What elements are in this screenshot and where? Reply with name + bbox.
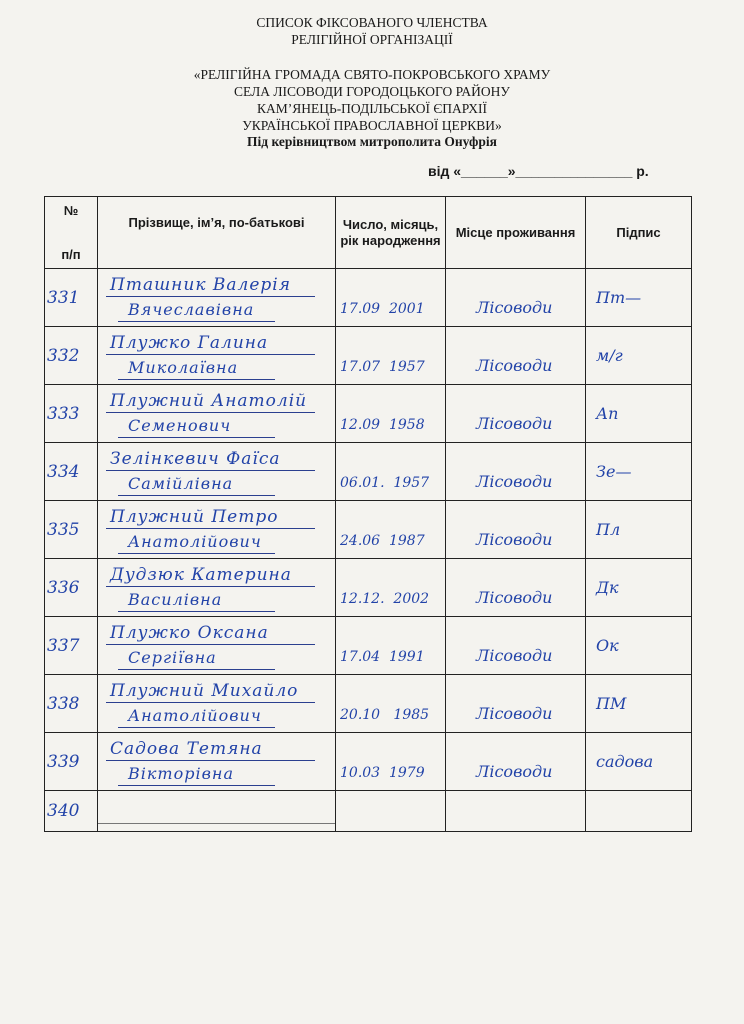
handwriting-underline bbox=[106, 760, 315, 761]
signature: м/г bbox=[596, 346, 623, 365]
birth-date-cell bbox=[336, 675, 446, 733]
signature: ПМ bbox=[596, 694, 627, 713]
residence-cell bbox=[446, 733, 586, 791]
row-number-cell bbox=[45, 559, 98, 617]
table-row bbox=[45, 733, 692, 791]
row-number-cell bbox=[45, 385, 98, 443]
residence: Лісоводи bbox=[476, 530, 553, 549]
surname-first-name: Зелінкевич Фаїса bbox=[110, 449, 281, 469]
birth-date-cell bbox=[336, 269, 446, 327]
signature-cell bbox=[586, 327, 692, 385]
residence-cell bbox=[446, 675, 586, 733]
residence-cell bbox=[446, 443, 586, 501]
residence: Лісоводи bbox=[476, 472, 553, 491]
row-number: 332 bbox=[47, 345, 80, 366]
birth-date bbox=[336, 800, 445, 822]
signature-cell bbox=[586, 559, 692, 617]
name-cell bbox=[98, 269, 336, 327]
residence: Лісоводи bbox=[476, 298, 553, 317]
handwriting-underline bbox=[118, 321, 275, 322]
signature: садова bbox=[596, 752, 654, 771]
name-cell bbox=[98, 443, 336, 501]
residence: Лісоводи bbox=[476, 356, 553, 375]
column-header-place: Місце проживання bbox=[446, 197, 586, 269]
birth-date: 17.04 1991 bbox=[340, 648, 425, 665]
name-cell bbox=[98, 791, 336, 832]
handwriting-underline bbox=[106, 412, 315, 413]
name-cell bbox=[98, 327, 336, 385]
residence-cell bbox=[446, 559, 586, 617]
patronymic: Василівна bbox=[128, 590, 223, 609]
surname-first-name: Пташник Валерія bbox=[110, 275, 291, 295]
handwriting-underline bbox=[106, 470, 315, 471]
name-cell bbox=[98, 559, 336, 617]
document-title-line2: РЕЛІГІЙНОЇ ОРГАНІЗАЦІЇ bbox=[291, 32, 453, 47]
surname-first-name: Плужко Оксана bbox=[110, 623, 269, 643]
birth-date: 06.01. 1957 bbox=[340, 474, 430, 491]
handwriting-underline bbox=[118, 379, 275, 380]
residence-cell bbox=[446, 501, 586, 559]
row-number-cell bbox=[45, 733, 98, 791]
document-subtitle: Під керівництвом митрополита Онуфрія bbox=[247, 134, 497, 149]
signature-cell bbox=[586, 443, 692, 501]
name-cell bbox=[98, 733, 336, 791]
signature-cell bbox=[586, 269, 692, 327]
row-number: 331 bbox=[47, 287, 80, 308]
membership-table bbox=[44, 196, 692, 832]
organization-name-line2: СЕЛА ЛІСОВОДИ ГОРОДОЦЬКОГО РАЙОНУ bbox=[234, 84, 510, 99]
name-cell bbox=[98, 675, 336, 733]
handwriting-underline bbox=[118, 611, 275, 612]
table-row bbox=[45, 559, 692, 617]
signature-cell bbox=[586, 675, 692, 733]
row-number: 336 bbox=[47, 577, 80, 598]
patronymic: Миколаївна bbox=[128, 358, 239, 377]
name-cell-divider bbox=[98, 823, 335, 824]
handwriting-underline bbox=[106, 586, 315, 587]
surname-first-name: Плужний Петро bbox=[110, 507, 279, 527]
table-row bbox=[45, 385, 692, 443]
column-header-dob: Число, місяць, рік народження bbox=[336, 197, 446, 269]
date-line: від «______»_______________ р. bbox=[428, 163, 649, 179]
table-row bbox=[45, 269, 692, 327]
patronymic: Вячеславівна bbox=[128, 300, 255, 319]
row-number: 340 bbox=[47, 801, 80, 821]
name-cell bbox=[98, 617, 336, 675]
column-header-number bbox=[45, 197, 98, 269]
signature: Ок bbox=[596, 636, 619, 655]
birth-date: 17.07 1957 bbox=[340, 358, 425, 375]
handwriting-underline bbox=[106, 296, 315, 297]
row-number: 335 bbox=[47, 519, 80, 540]
birth-date: 12.09 1958 bbox=[340, 416, 425, 433]
signature-cell bbox=[586, 733, 692, 791]
handwriting-underline bbox=[106, 644, 315, 645]
birth-date: 20.10 1985 bbox=[340, 706, 430, 723]
residence-cell bbox=[446, 791, 586, 832]
table-body bbox=[45, 269, 692, 832]
surname-first-name: Дудзюк Катерина bbox=[110, 565, 292, 585]
document-title: СПИСОК ФІКСОВАНОГО ЧЛЕНСТВА bbox=[256, 15, 488, 30]
surname-first-name: Плужний Анатолій bbox=[110, 391, 308, 411]
signature-cell bbox=[586, 501, 692, 559]
residence: Лісоводи bbox=[476, 646, 553, 665]
table-row bbox=[45, 443, 692, 501]
birth-date: 10.03 1979 bbox=[340, 764, 425, 781]
organization-name-line1: «РЕЛІГІЙНА ГРОМАДА СВЯТО-ПОКРОВСЬКОГО ХРАМУ bbox=[193, 67, 551, 82]
birth-date-cell bbox=[336, 327, 446, 385]
residence-cell bbox=[446, 269, 586, 327]
surname-first-name: Плужко Галина bbox=[110, 333, 269, 353]
residence: Лісоводи bbox=[476, 414, 553, 433]
handwriting-underline bbox=[106, 528, 315, 529]
patronymic: Анатолійович bbox=[128, 532, 262, 551]
signature: Дк bbox=[596, 578, 619, 597]
residence: Лісоводи bbox=[476, 704, 553, 723]
handwriting-underline bbox=[118, 495, 275, 496]
row-number: 339 bbox=[47, 751, 80, 772]
name-cell bbox=[98, 501, 336, 559]
table-row bbox=[45, 675, 692, 733]
column-header-number-bottom: п/п bbox=[61, 246, 81, 262]
row-number: 333 bbox=[47, 403, 80, 424]
column-header-signature: Підпис bbox=[586, 197, 692, 269]
signature-cell bbox=[586, 617, 692, 675]
row-number-cell bbox=[45, 327, 98, 385]
table-header-row bbox=[45, 197, 692, 269]
birth-date-cell bbox=[336, 791, 446, 832]
table-row bbox=[45, 501, 692, 559]
signature: Пт— bbox=[596, 288, 642, 307]
column-header-name-label: Прізвище, ім’я, по-батькові bbox=[128, 214, 305, 230]
residence: Лісоводи bbox=[476, 762, 553, 781]
patronymic: Самійлівна bbox=[128, 474, 234, 493]
birth-date-cell bbox=[336, 443, 446, 501]
name-cell bbox=[98, 385, 336, 443]
handwriting-underline bbox=[118, 727, 275, 728]
row-number-cell bbox=[45, 617, 98, 675]
birth-date-cell bbox=[336, 733, 446, 791]
surname-first-name: Плужний Михайло bbox=[110, 681, 299, 701]
residence-cell bbox=[446, 385, 586, 443]
birth-date-cell bbox=[336, 617, 446, 675]
signature-cell bbox=[586, 791, 692, 832]
table-row bbox=[45, 791, 692, 832]
birth-date-cell bbox=[336, 501, 446, 559]
handwriting-underline bbox=[118, 437, 275, 438]
residence-cell bbox=[446, 327, 586, 385]
birth-date-cell bbox=[336, 385, 446, 443]
signature: Зе— bbox=[596, 462, 632, 481]
patronymic: Семенович bbox=[128, 416, 232, 435]
birth-date: 24.06 1987 bbox=[340, 532, 425, 549]
table-row bbox=[45, 327, 692, 385]
handwriting-underline bbox=[106, 702, 315, 703]
table-row bbox=[45, 617, 692, 675]
row-number: 334 bbox=[47, 461, 80, 482]
handwriting-underline bbox=[118, 669, 275, 670]
organization-name-line4: УКРАЇНСЬКОЇ ПРАВОСЛАВНОЇ ЦЕРКВИ» bbox=[242, 118, 502, 133]
row-number: 337 bbox=[47, 635, 80, 656]
signature: Пл bbox=[596, 520, 621, 539]
patronymic: Анатолійович bbox=[128, 706, 262, 725]
row-number: 338 bbox=[47, 693, 80, 714]
row-number-cell bbox=[45, 269, 98, 327]
birth-date-cell bbox=[336, 559, 446, 617]
surname-first-name: Садова Тетяна bbox=[110, 739, 263, 759]
row-number-cell bbox=[45, 791, 98, 832]
handwriting-underline bbox=[118, 785, 275, 786]
patronymic: Вікторівна bbox=[128, 764, 234, 783]
handwriting-underline bbox=[106, 354, 315, 355]
row-number-cell bbox=[45, 443, 98, 501]
handwriting-underline bbox=[118, 553, 275, 554]
row-number-cell bbox=[45, 675, 98, 733]
birth-date: 12.12. 2002 bbox=[340, 590, 430, 607]
signature: Ап bbox=[596, 404, 619, 423]
residence bbox=[446, 801, 585, 821]
organization-name-line3: КАМ’ЯНЕЦЬ-ПОДІЛЬСЬКОЇ ЄПАРХІЇ bbox=[256, 101, 488, 116]
signature-cell bbox=[586, 385, 692, 443]
column-header-number-top: № bbox=[63, 202, 79, 218]
row-number-cell bbox=[45, 501, 98, 559]
birth-date: 17.09 2001 bbox=[340, 300, 425, 317]
residence: Лісоводи bbox=[476, 588, 553, 607]
patronymic: Сергіївна bbox=[128, 648, 217, 667]
residence-cell bbox=[446, 617, 586, 675]
column-header-name bbox=[98, 197, 336, 269]
